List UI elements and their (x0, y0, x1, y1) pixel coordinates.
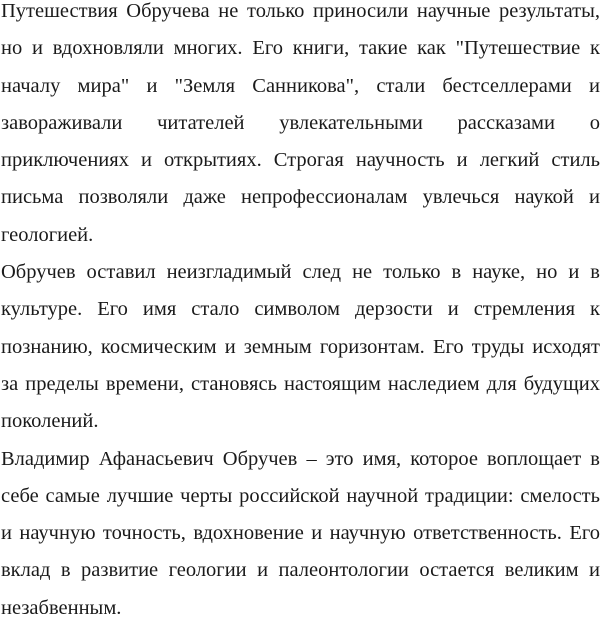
paragraph-obruchev-travels: Путешествия Обручева не только приносили научные результаты, но и вдохновляли многих. Его книги, такие как "Путешествие к началу мира" и "Земля Санникова", стали бестселлерами и завораживали читателей увлекательными рассказами о приключениях и открытиях. Строгая научность и легкий стиль письма позволяли даже непрофессионалам увлечься наукой и геологией. (1, 0, 600, 246)
paragraph-obruchev-summary: Владимир Афанасьевич Обручев – это имя, которое воплощает в себе самые лучшие черты российской научной традиции: смелость и научную точность, вдохновение и научную ответственность. Его вклад в развитие геологии и палеонтологии остается великим и незабвенным. (1, 447, 600, 619)
paragraph-obruchev-legacy: Обручев оставил неизгладимый след не только в науке, но и в культуре. Его имя стало символом дерзости и стремления к познанию, космическим и земным горизонтам. Его труды исходят за пределы времени, становясь настоящим наследием для будущих поколений. (1, 261, 600, 433)
